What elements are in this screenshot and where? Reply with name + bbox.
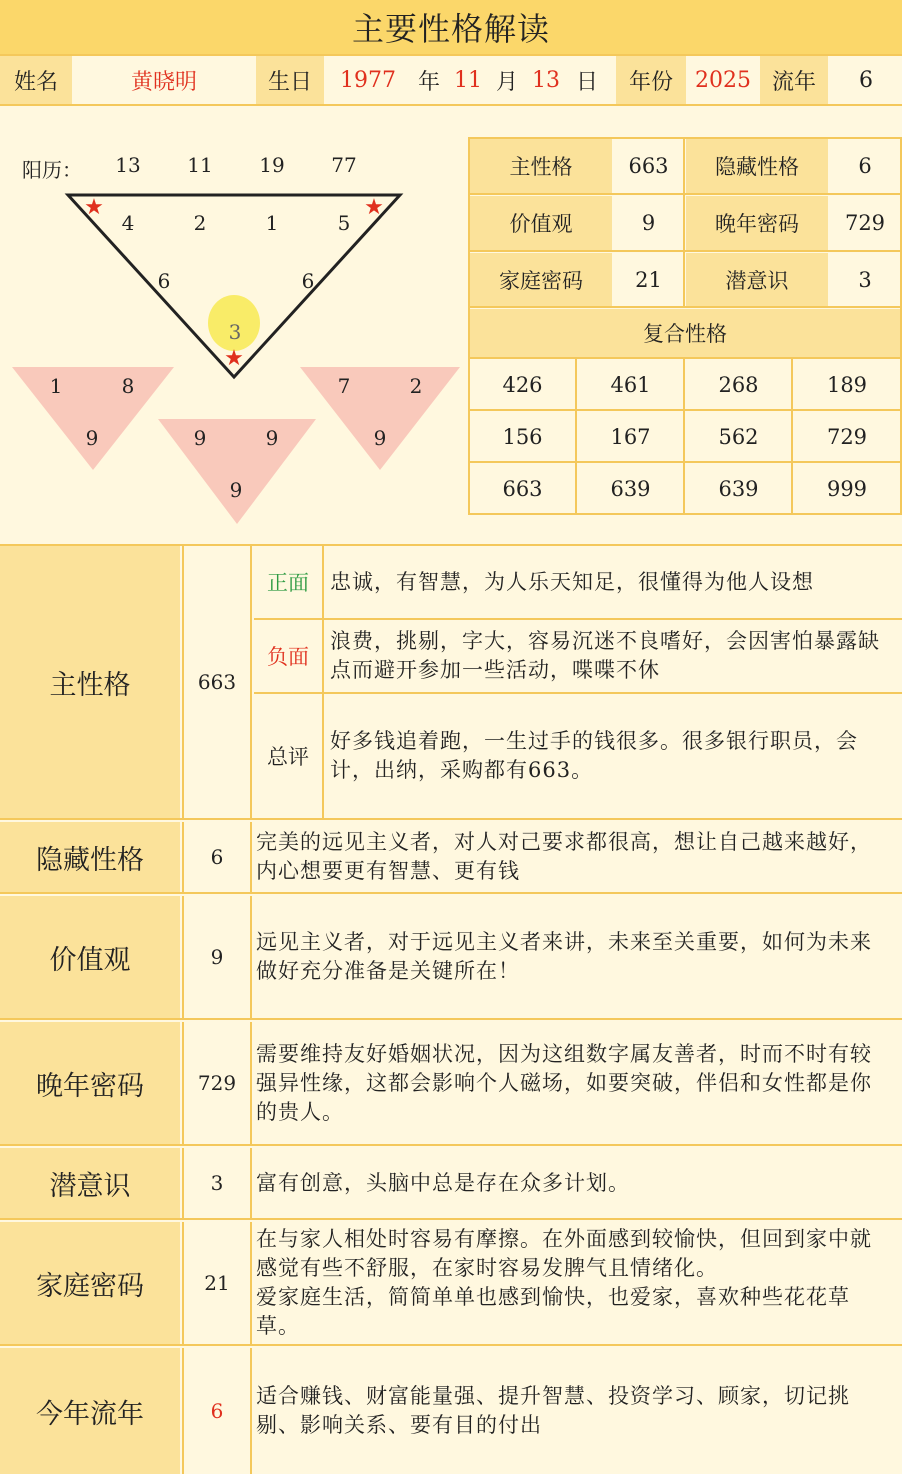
detail-flow (0, 1348, 902, 1474)
value-value: 9 (614, 196, 683, 250)
detail-label: 家庭密码 (0, 1222, 180, 1344)
year-label: 年份 (616, 56, 686, 104)
top-num: 5 (337, 211, 351, 235)
value-label: 价值观 (470, 196, 612, 250)
hidden-label: 隐藏性格 (686, 139, 828, 193)
top-num: 4 (121, 211, 135, 235)
detail-summary (254, 694, 902, 818)
detail-label: 隐藏性格 (0, 822, 180, 892)
info-row (0, 54, 902, 106)
composite-cell: 639 (718, 476, 759, 501)
small-num: 2 (409, 374, 423, 398)
birth-label: 生日 (256, 56, 324, 104)
main-label: 主性格 (470, 139, 612, 193)
detail-negative (254, 620, 902, 694)
main-value: 663 (614, 139, 683, 193)
solar-century: 19 (259, 153, 285, 177)
detail-text: 完美的远见主义者，对人对己要求都很高，想让自己越来越好，内心想要更有智慧、更有钱 (256, 830, 872, 883)
solar-label: 阳历： (22, 158, 82, 182)
day-unit: 日 (576, 69, 599, 95)
family-label: 家庭密码 (470, 253, 612, 306)
solar-month: 11 (187, 153, 213, 177)
detail-family (0, 1222, 902, 1346)
small-num: 1 (49, 374, 63, 398)
composite-cell: 562 (718, 424, 759, 449)
family-text-1: 在与家人相处时容易有摩擦。在外面感到较愉快，但回到家中就感觉有些不舒服，在家时容易发脾气且情绪化。 (256, 1227, 872, 1280)
small-num: 7 (337, 374, 351, 398)
detail-num: 663 (182, 546, 252, 818)
top-num: 1 (265, 211, 279, 235)
flow-label: 流年 (760, 56, 828, 104)
year-value: 2025 (688, 56, 758, 104)
detail-num: 9 (182, 896, 252, 1018)
small-num: 9 (229, 478, 243, 502)
composite-cell: 426 (502, 372, 543, 397)
composite-cell: 167 (610, 424, 651, 449)
flow-value: 6 (830, 56, 902, 104)
detail-value (0, 896, 902, 1020)
composite-cell: 729 (826, 424, 868, 449)
detail-num: 6 (182, 1348, 252, 1474)
star-icon: ★ (364, 195, 384, 220)
detail-subconscious (0, 1148, 902, 1220)
detail-text: 适合赚钱、财富能量强、提升智慧、投资学习、顾家，切记挑剔、影响关系、要有目的付出 (256, 1384, 850, 1437)
detail-positive (254, 546, 902, 620)
small-num: 9 (193, 426, 207, 450)
detail-num: 6 (182, 822, 252, 892)
composite-cell: 639 (610, 476, 651, 501)
mid-num: 6 (301, 269, 315, 293)
star-icon: ★ (224, 346, 244, 371)
detail-main (0, 546, 902, 820)
solar-year: 77 (331, 153, 357, 177)
star-icon: ★ (84, 195, 104, 220)
mid-small-triangle (158, 419, 316, 524)
detail-late (0, 1022, 902, 1146)
small-num: 9 (85, 426, 99, 450)
detail-text: 远见主义者，对于远见主义者来讲，未来至关重要，如何为未来做好充分准备是关键所在！ (256, 930, 872, 983)
hidden-value: 6 (830, 139, 900, 193)
birth-value (326, 56, 614, 104)
late-value: 729 (830, 196, 900, 250)
month-unit: 月 (496, 69, 519, 95)
composite-cell: 268 (718, 372, 759, 397)
composite-cell: 461 (610, 372, 651, 397)
right-small-triangle (300, 367, 460, 470)
birth-year: 1977 (340, 67, 396, 93)
year-unit: 年 (418, 69, 441, 95)
positive-text: 忠诚，有智慧，为人乐天知足，很懂得为他人设想 (330, 569, 814, 594)
small-num: 9 (265, 426, 279, 450)
detail-label: 潜意识 (0, 1148, 180, 1218)
family-value: 21 (614, 253, 683, 306)
composite-cell: 156 (502, 424, 543, 449)
solar-day: 13 (115, 153, 141, 177)
birth-day: 13 (532, 67, 561, 93)
summary-text: 好多钱追着跑，一生过手的钱很多。很多银行职员，会计，出纳，采购都有663。 (330, 729, 858, 782)
composite-cell: 999 (826, 476, 868, 501)
detail-text: 需要维持友好婚姻状况，因为这组数字属友善者，时而不时有较强异性缘，这都会影响个人磁场，如要突破，伴侣和女性都是你的贵人。 (256, 1041, 872, 1124)
late-label: 晚年密码 (686, 196, 828, 250)
detail-num: 729 (182, 1022, 252, 1144)
top-num: 2 (193, 211, 207, 235)
birth-month: 11 (454, 67, 483, 93)
detail-label: 晚年密码 (0, 1022, 180, 1144)
page-title: 主要性格解读 (0, 0, 902, 54)
detail-num: 3 (182, 1148, 252, 1218)
left-small-triangle (12, 367, 174, 470)
detail-label: 今年流年 (0, 1348, 180, 1474)
detail-label: 主性格 (0, 546, 180, 818)
small-num: 8 (121, 374, 135, 398)
name-value: 黄晓明 (74, 56, 254, 104)
name-label: 姓名 (0, 56, 72, 104)
negative-text: 浪费，挑剔，字大，容易沉迷不良嗜好，会因害怕暴露缺点而避开参加一些活动，喋喋不休 (330, 629, 880, 682)
mid-num: 6 (157, 269, 171, 293)
negative-label: 负面 (254, 620, 324, 692)
detail-num: 21 (182, 1222, 252, 1344)
sub-value: 3 (830, 253, 900, 306)
composite-label: 复合性格 (470, 309, 900, 357)
detail-text (256, 1222, 884, 1344)
composite-cell: 663 (502, 476, 543, 501)
sub-label: 潜意识 (686, 253, 828, 306)
detail-hidden (0, 822, 902, 894)
family-text-2: 爱家庭生活，简简单单也感到愉快，也爱家，喜欢种些花花草草。 (256, 1285, 850, 1338)
apex-num: 3 (228, 320, 242, 344)
positive-label: 正面 (254, 546, 324, 618)
composite-cell: 189 (826, 372, 868, 397)
detail-text: 富有创意，头脑中总是存在众多计划。 (256, 1170, 630, 1195)
summary-label: 总评 (254, 694, 324, 818)
detail-label: 价值观 (0, 896, 180, 1018)
small-num: 9 (373, 426, 387, 450)
